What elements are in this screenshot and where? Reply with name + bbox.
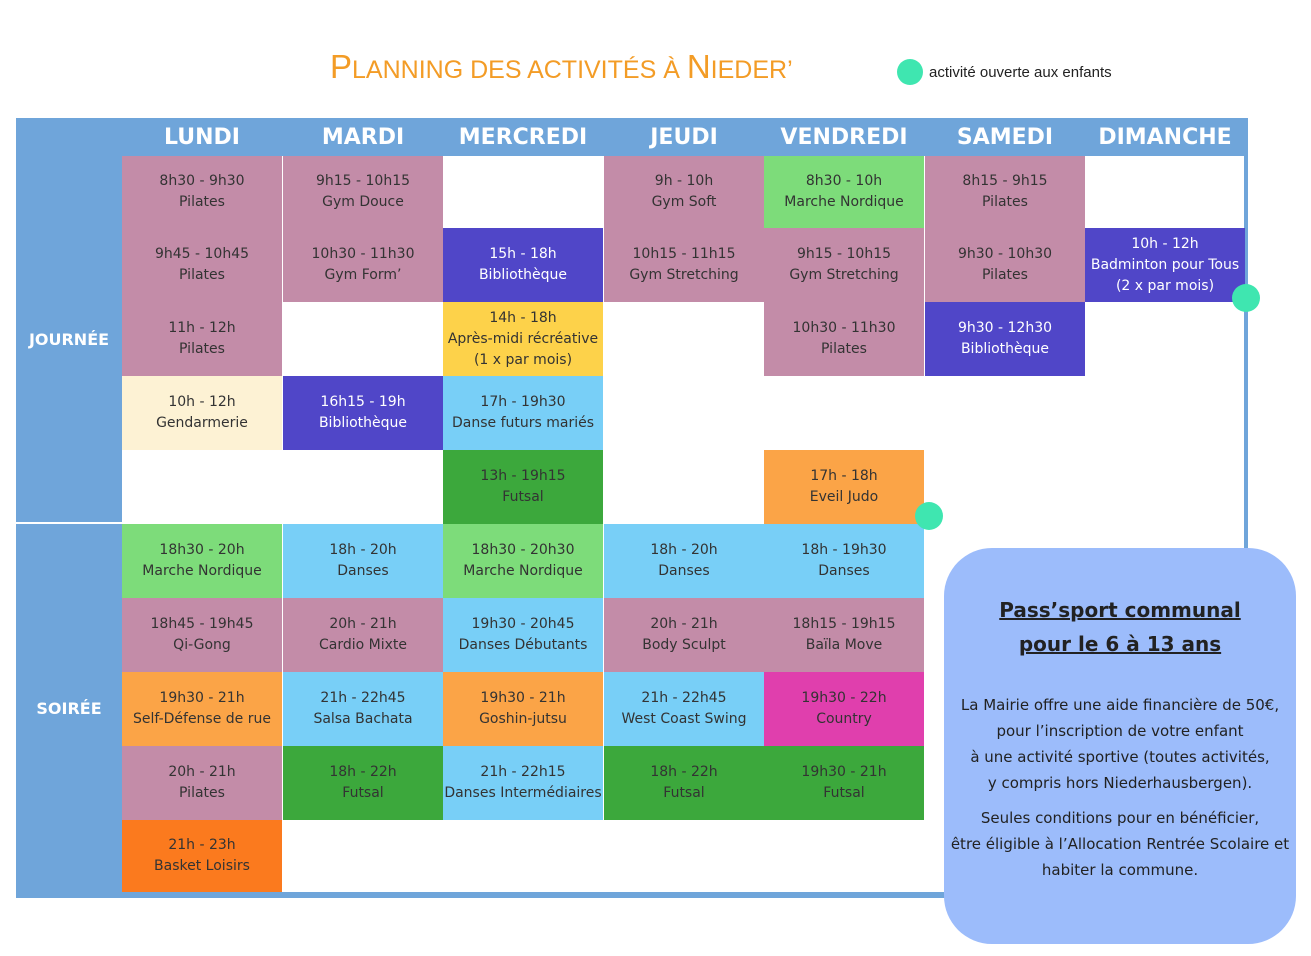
activity-cell: 18h30 - 20h30 Marche Nordique: [443, 524, 603, 598]
activity-cell: 9h15 - 10h15 Gym Stretching: [764, 228, 924, 302]
activity-cell: 20h - 21h Body Sculpt: [604, 598, 764, 672]
day-header-friday: VENDREDI: [780, 124, 908, 150]
activity-cell: 18h - 20h Danses: [283, 524, 443, 598]
passport-title: Pass’sport communal: [999, 598, 1241, 622]
passport-text: y compris hors Niederhausbergen).: [987, 774, 1253, 792]
activity-cell: 18h15 - 19h15 Baïla Move: [764, 598, 924, 672]
day-header-saturday: SAMEDI: [956, 124, 1054, 150]
day-header-tuesday: MARDI: [321, 124, 405, 150]
title-text-end: IEDER’: [710, 56, 793, 84]
passport-text: être éligible à l’Allocation Rentrée Scolaire et: [950, 835, 1290, 853]
activity-cell: 9h15 - 10h15 Gym Douce: [283, 156, 443, 228]
activity-cell: 19h30 - 21h Futsal: [764, 746, 924, 820]
passport-text: La Mairie offre une aide financière de 50€,: [960, 696, 1280, 714]
activity-cell: 17h - 19h30 Danse futurs mariés: [443, 376, 603, 450]
activity-cell: 13h - 19h15 Futsal: [443, 450, 603, 524]
passport-text: pour l’inscription de votre enfant: [996, 722, 1244, 740]
activity-cell: 15h - 18h Bibliothèque: [443, 228, 603, 302]
title-initial-n: N: [686, 48, 711, 85]
activity-cell: 18h - 19h30 Danses: [764, 524, 924, 598]
legend-label: activité ouverte aux enfants: [929, 63, 1112, 81]
activity-cell: 18h - 22h Futsal: [283, 746, 443, 820]
section-label-evening: SOIRÉE: [36, 698, 102, 718]
activity-cell: 10h15 - 11h15 Gym Stretching: [604, 228, 764, 302]
activity-cell: 18h45 - 19h45 Qi-Gong: [122, 598, 282, 672]
activity-cell: 10h - 12h Gendarmerie: [122, 376, 282, 450]
legend: [897, 59, 1112, 85]
activity-cell: 9h30 - 12h30 Bibliothèque: [925, 302, 1085, 376]
activity-cell: 18h - 20h Danses: [604, 524, 764, 598]
activity-cell: 19h30 - 22h Country: [764, 672, 924, 746]
activity-cell: 9h - 10h Gym Soft: [604, 156, 764, 228]
passport-info-box: [944, 548, 1296, 944]
section-label-day: JOURNÉE: [28, 329, 110, 349]
activity-cell: 21h - 22h15 Danses Intermédiaires: [443, 746, 603, 820]
day-header-monday: LUNDI: [164, 124, 240, 150]
children-marker-icon: [1232, 284, 1260, 312]
activity-cell: 10h - 12h Badminton pour Tous (2 x par mois): [1085, 228, 1245, 302]
page-title: [330, 48, 793, 86]
activity-cell: 21h - 22h45 West Coast Swing: [604, 672, 764, 746]
activity-cell: 9h30 - 10h30 Pilates: [925, 228, 1085, 302]
activity-cell: 17h - 18h Eveil Judo: [764, 450, 924, 524]
passport-text: Seules conditions pour en bénéficier,: [980, 809, 1260, 827]
circle-marker-icon: [897, 59, 923, 85]
activity-cell: 9h45 - 10h45 Pilates: [122, 228, 282, 302]
activity-cell: 19h30 - 21h Goshin-jutsu: [443, 672, 603, 746]
activity-cell: 19h30 - 20h45 Danses Débutants: [443, 598, 603, 672]
activity-cell: 21h - 23h Basket Loisirs: [122, 820, 282, 892]
activity-cell: 8h15 - 9h15 Pilates: [925, 156, 1085, 228]
title-initial: P: [330, 48, 353, 85]
activity-cell: 18h - 22h Futsal: [604, 746, 764, 820]
day-header-wednesday: MERCREDI: [458, 124, 588, 150]
title-text: LANNING DES ACTIVITÉS À: [352, 56, 687, 84]
activity-cell: 8h30 - 10h Marche Nordique: [764, 156, 924, 228]
passport-text: à une activité sportive (toutes activités,: [970, 748, 1270, 766]
activity-cell: 20h - 21h Pilates: [122, 746, 282, 820]
activity-cell: 18h30 - 20h Marche Nordique: [122, 524, 282, 598]
activity-cell: 20h - 21h Cardio Mixte: [283, 598, 443, 672]
activity-cell: 8h30 - 9h30 Pilates: [122, 156, 282, 228]
children-marker-icon: [915, 502, 943, 530]
activity-cell: 19h30 - 21h Self-Défense de rue: [122, 672, 282, 746]
activity-cell: 21h - 22h45 Salsa Bachata: [283, 672, 443, 746]
day-header-thursday: JEUDI: [650, 124, 718, 150]
day-header-sunday: DIMANCHE: [1098, 124, 1232, 150]
activity-cell: 14h - 18h Après-midi récréative (1 x par mois): [443, 302, 603, 376]
activity-cell: 16h15 - 19h Bibliothèque: [283, 376, 443, 450]
activity-cell: 10h30 - 11h30 Gym Form’: [283, 228, 443, 302]
passport-subtitle: pour le 6 à 13 ans: [1018, 632, 1222, 656]
activity-cell: 10h30 - 11h30 Pilates: [764, 302, 924, 376]
activity-cell: 11h - 12h Pilates: [122, 302, 282, 376]
passport-text: habiter la commune.: [1041, 861, 1199, 879]
